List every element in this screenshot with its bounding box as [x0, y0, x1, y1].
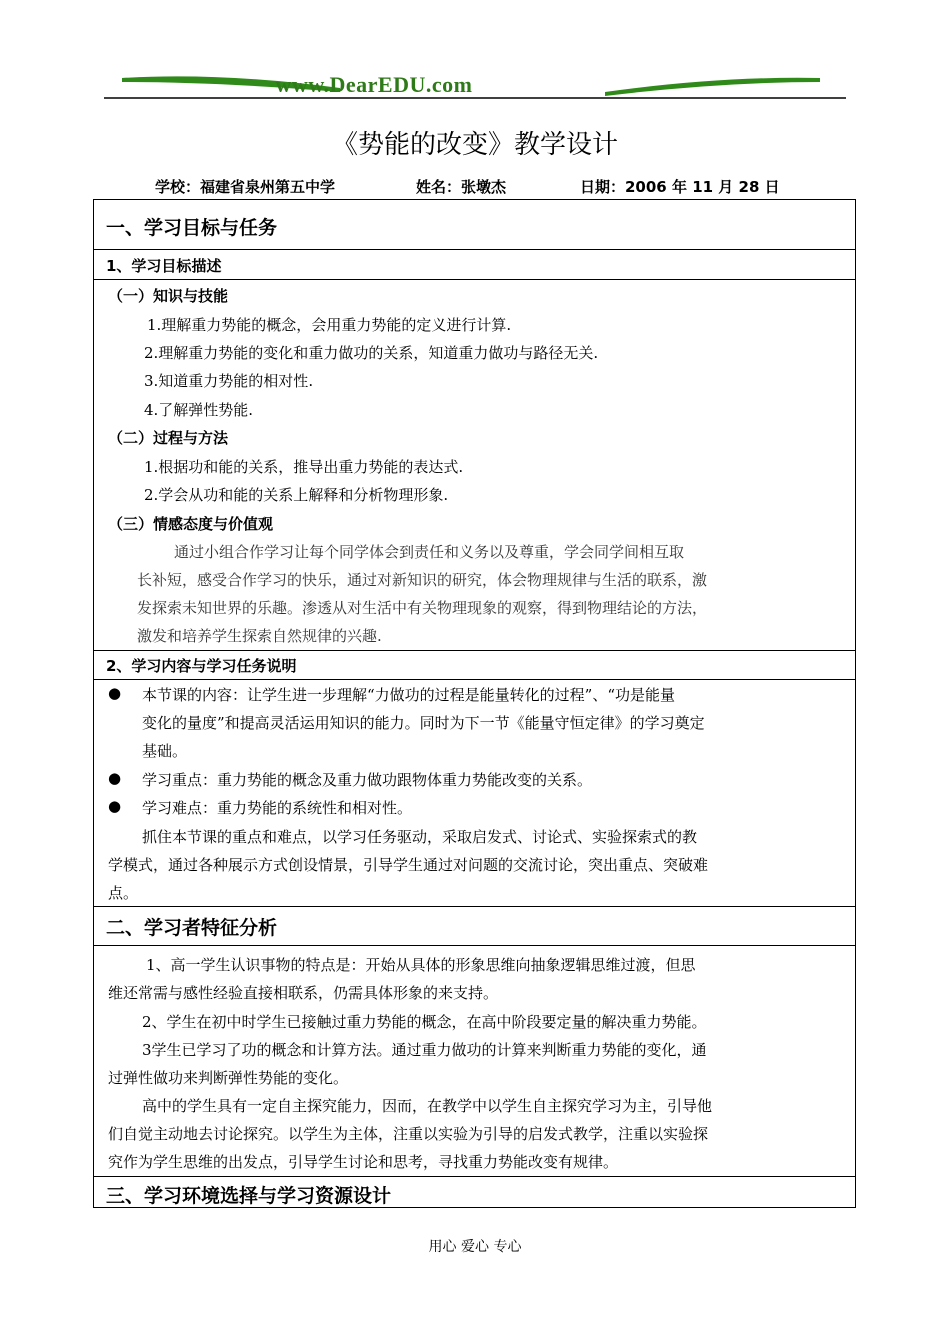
bullet-icon: ● [108, 684, 122, 702]
row-divider [94, 249, 855, 250]
bullet-icon: ● [108, 769, 122, 787]
section1-sub1-heading: 1、学习目标描述 [106, 257, 222, 275]
emotion-line: 发探索未知世界的乐趣。渗透从对生活中有关物理现象的观察，得到物理结论的方法， [137, 599, 708, 617]
process-heading: （二）过程与方法 [108, 429, 229, 447]
paragraph-line: 1、高一学生认识事物的特点是：开始从具体的形象思维向抽象逻辑思维过渡，但思 [146, 956, 696, 974]
row-divider [94, 906, 855, 907]
row-divider [94, 945, 855, 946]
page-footer: 用心 爱心 专心 [428, 1239, 522, 1255]
row-divider [94, 1176, 855, 1177]
section3-heading: 三、学习环境选择与学习资源设计 [106, 1185, 392, 1207]
bullet-line: 变化的量度”和提高灵活运用知识的能力。同时为下一节《能量守恒定律》的学习奠定 [142, 714, 705, 732]
list-item: 4.了解弹性势能. [144, 401, 254, 419]
bullet-line: 基础。 [142, 742, 188, 760]
paragraph-line: 点。 [108, 884, 139, 902]
paragraph-line: 过弹性做功来判断弹性势能的变化。 [108, 1069, 349, 1087]
paragraph-line: 高中的学生具有一定自主探究能力，因而，在教学中以学生自主探究学习为主，引导他 [142, 1097, 713, 1115]
paragraph-line: 3学生已学习了功的概念和计算方法。通过重力做功的计算来判断重力势能的变化，通 [142, 1041, 707, 1059]
row-divider [94, 279, 855, 280]
meta-date: 日期：2006 年 11 月 28 日 [580, 178, 780, 196]
section1-heading: 一、学习目标与任务 [106, 217, 278, 239]
meta-name: 姓名：张墩杰 [416, 178, 507, 196]
row-divider [94, 650, 855, 651]
emotion-line: 激发和培养学生探索自然规律的兴趣. [137, 627, 382, 645]
list-item: 2.学会从功和能的关系上解释和分析物理形象. [144, 486, 449, 504]
bullet-icon: ● [108, 797, 122, 815]
list-item: 1.根据功和能的关系，推导出重力势能的表达式. [144, 458, 464, 476]
page-title: 《势能的改变》教学设计 [331, 130, 618, 160]
paragraph-line: 维还常需与感性经验直接相联系，仍需具体形象的来支持。 [108, 984, 499, 1002]
paragraph-line: 2、学生在初中时学生已接触过重力势能的概念，在高中阶段要定量的解决重力势能。 [142, 1013, 707, 1031]
meta-school: 学校：福建省泉州第五中学 [155, 178, 336, 196]
section1-sub2-heading: 2、学习内容与学习任务说明 [106, 657, 297, 675]
emotion-heading: （三）情感态度与价值观 [108, 515, 274, 533]
bullet-line: 学习重点：重力势能的概念及重力做功跟物体重力势能改变的关系。 [142, 771, 593, 789]
knowledge-heading: （一）知识与技能 [108, 287, 229, 305]
design-table [93, 199, 856, 1208]
paragraph-line: 究作为学生思维的出发点，引导学生讨论和思考，寻找重力势能改变有规律。 [108, 1153, 619, 1171]
bullet-line: 学习难点：重力势能的系统性和相对性。 [142, 799, 413, 817]
emotion-line: 通过小组合作学习让每个同学体会到责任和义务以及尊重，学会同学间相互取 [174, 543, 685, 561]
list-item: 3.知道重力势能的相对性. [144, 372, 314, 390]
list-item: 1.理解重力势能的概念，会用重力势能的定义进行计算. [147, 316, 512, 334]
paragraph-line: 们自觉主动地去讨论探究。以学生为主体，注重以实验为引导的启发式教学，注重以实验探 [108, 1125, 709, 1143]
site-logo[interactable]: www.DearEDU.com [275, 72, 473, 97]
list-item: 2.理解重力势能的变化和重力做功的关系，知道重力做功与路径无关. [144, 344, 599, 362]
section2-heading: 二、学习者特征分析 [106, 917, 278, 939]
emotion-line: 长补短，感受合作学习的快乐，通过对新知识的研究，体会物理规律与生活的联系，激 [137, 571, 708, 589]
row-divider [94, 679, 855, 680]
paragraph-line: 学模式，通过各种展示方式创设情景，引导学生通过对问题的交流讨论，突出重点、突破难 [108, 856, 709, 874]
bullet-line: 本节课的内容：让学生进一步理解“力做功的过程是能量转化的过程”、“功是能量 [142, 686, 676, 704]
paragraph-line: 抓住本节课的重点和难点，以学习任务驱动，采取启发式、讨论式、实验探索式的教 [142, 828, 698, 846]
